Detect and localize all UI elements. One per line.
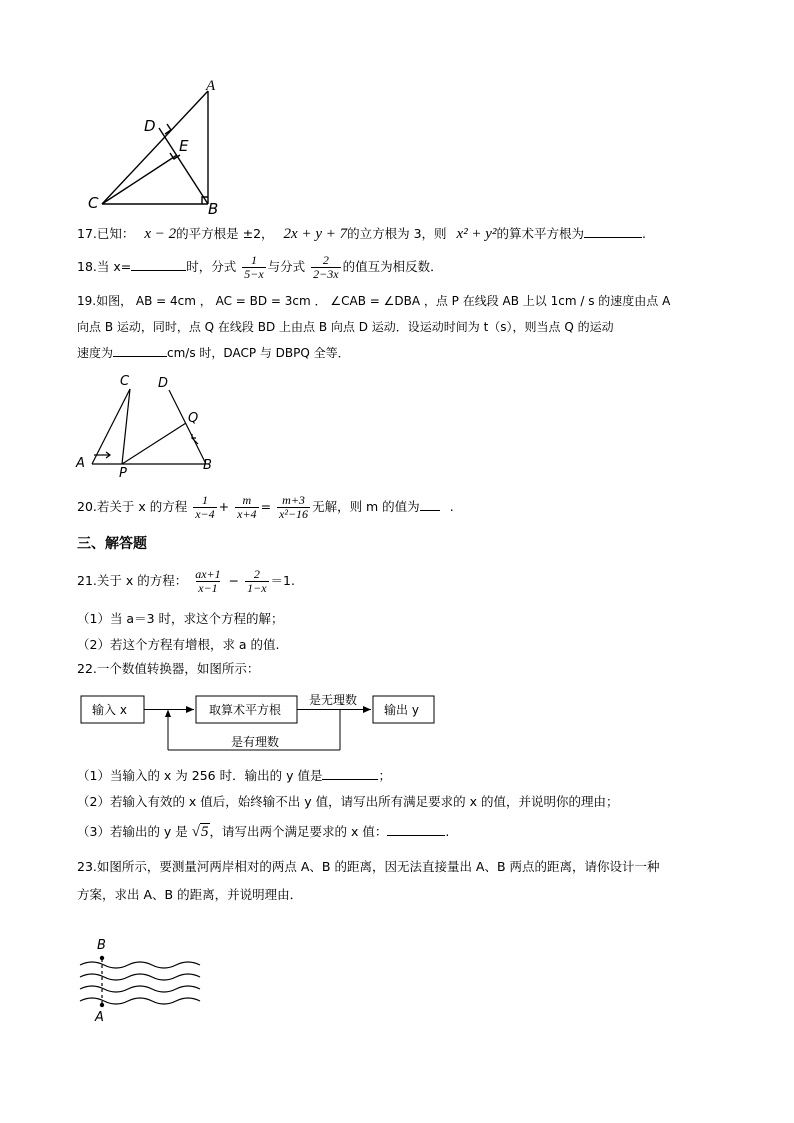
label-A: A bbox=[76, 456, 85, 471]
question-23-line1: 23.如图所示，要测量河两岸相对的两点 A、B 的距离，因无法直接量出 A、B 两点的距离，请你设计一种 bbox=[77, 859, 660, 874]
q18-fraction-1: $\frac{1}{5-x}$ bbox=[244, 253, 264, 281]
question-21-sub1: （1）当 a＝3 时，求这个方程的解； bbox=[77, 611, 284, 626]
label-D: D bbox=[158, 376, 169, 391]
question-18: 18.当 x= 时，分式 $\frac{1}{5-x}$ 与分式 $\frac{2}{2-3x}$ 的值互为相反数． bbox=[77, 253, 443, 281]
question-19-line3: 速度为 cm/s 时，DACP 与 DBPQ 全等． bbox=[77, 346, 350, 360]
answer-blank bbox=[113, 344, 167, 357]
q20-fraction-2: $\frac{m}{x+4}$ bbox=[237, 493, 257, 521]
label-P: P bbox=[119, 466, 127, 480]
box-input-label: 输入 x bbox=[92, 703, 127, 717]
section-heading: 三、解答题 bbox=[77, 536, 147, 552]
question-19-line2: 向点 B 运动，同时，点 Q 在线段 BD 上由点 B 向点 D 运动．设运动时间为 t（s），则当点 Q 的运动 bbox=[77, 320, 614, 334]
answer-blank bbox=[131, 258, 186, 271]
label-B: B bbox=[203, 458, 212, 473]
label-irrational: 是无理数 bbox=[309, 693, 358, 707]
question-17: 17.已知： x − 2的平方根是 ±2， 2x + y + 7的立方根为 3，则 x² + y²的算术平方根为 . bbox=[77, 226, 646, 242]
answer-blank bbox=[584, 225, 642, 238]
question-19-line1: 19.如图， AB = 4cm ， AC = BD = 3cm ． ∠CAB = ∠DBA ，点 P 在线段 AB 上以 1cm / s 的速度由点 A bbox=[77, 294, 671, 308]
q19-figure bbox=[70, 370, 230, 480]
answer-blank bbox=[387, 823, 445, 836]
label-B: B bbox=[97, 938, 106, 953]
question-22-sub3: （3）若输出的 y 是 √5，请写出两个满足要求的 x 值： . bbox=[77, 824, 450, 840]
answer-blank bbox=[322, 767, 378, 780]
q20-fraction-3: $\frac{m+3}{\text{x²−16}}$ bbox=[279, 493, 309, 521]
q17-expr2: 2x + y + 7 bbox=[283, 226, 348, 242]
q21-fraction-2: $\frac{2}{1-x}$ bbox=[247, 567, 267, 595]
label-rational: 是有理数 bbox=[231, 735, 280, 749]
q17-expr1: x − 2 bbox=[144, 226, 177, 242]
label-D: D bbox=[144, 117, 156, 135]
q20-fraction-1: $\frac{1}{x-4}$ bbox=[195, 493, 215, 521]
question-22-stem: 22.一个数值转换器，如图所示： bbox=[77, 661, 260, 676]
converter-flowchart bbox=[78, 690, 438, 758]
question-23-line2: 方案，求出 A、B 的距离，并说明理由． bbox=[77, 887, 303, 902]
label-A: A bbox=[206, 78, 216, 94]
label-C: C bbox=[88, 194, 99, 212]
label-A: A bbox=[95, 1010, 104, 1025]
label-Q: Q bbox=[188, 411, 199, 426]
q17-expr3: x² + y² bbox=[456, 226, 497, 242]
triangle-figure bbox=[80, 75, 230, 215]
label-C: C bbox=[120, 374, 130, 389]
river-figure bbox=[78, 935, 208, 1025]
q21-fraction-1: $\frac{ax+1}{x-1}$ bbox=[195, 567, 221, 595]
sqrt-expression: √5 bbox=[191, 824, 209, 840]
question-21-sub2: （2）若这个方程有增根，求 a 的值. bbox=[77, 637, 280, 652]
question-20: 20.若关于 x 的方程 $\frac{1}{x-4}$ + $\frac{m}{x+4}$ = $\frac{m+3}{\text{x²−16}}$ 无解，则 m 的值为 . bbox=[77, 493, 454, 521]
question-22-sub1: （1）当输入的 x 为 256 时．输出的 y 值是 ； bbox=[77, 768, 391, 783]
label-E: E bbox=[179, 137, 189, 155]
question-22-sub2: （2）若输入有效的 x 值后，始终输不出 y 值，请写出所有满足要求的 x 的值，并说明你的理由； bbox=[77, 794, 619, 809]
box-output-label: 输出 y bbox=[384, 703, 419, 717]
question-21: 21.关于 x 的方程： $\frac{ax+1}{x-1}$ − $\frac{2}{1-x}$ ＝1. bbox=[77, 567, 295, 595]
box-process-label: 取算术平方根 bbox=[209, 703, 282, 717]
label-B: B bbox=[208, 200, 219, 215]
q18-fraction-2: $\frac{2}{2-3x}$ bbox=[313, 253, 339, 281]
answer-blank bbox=[420, 498, 440, 511]
